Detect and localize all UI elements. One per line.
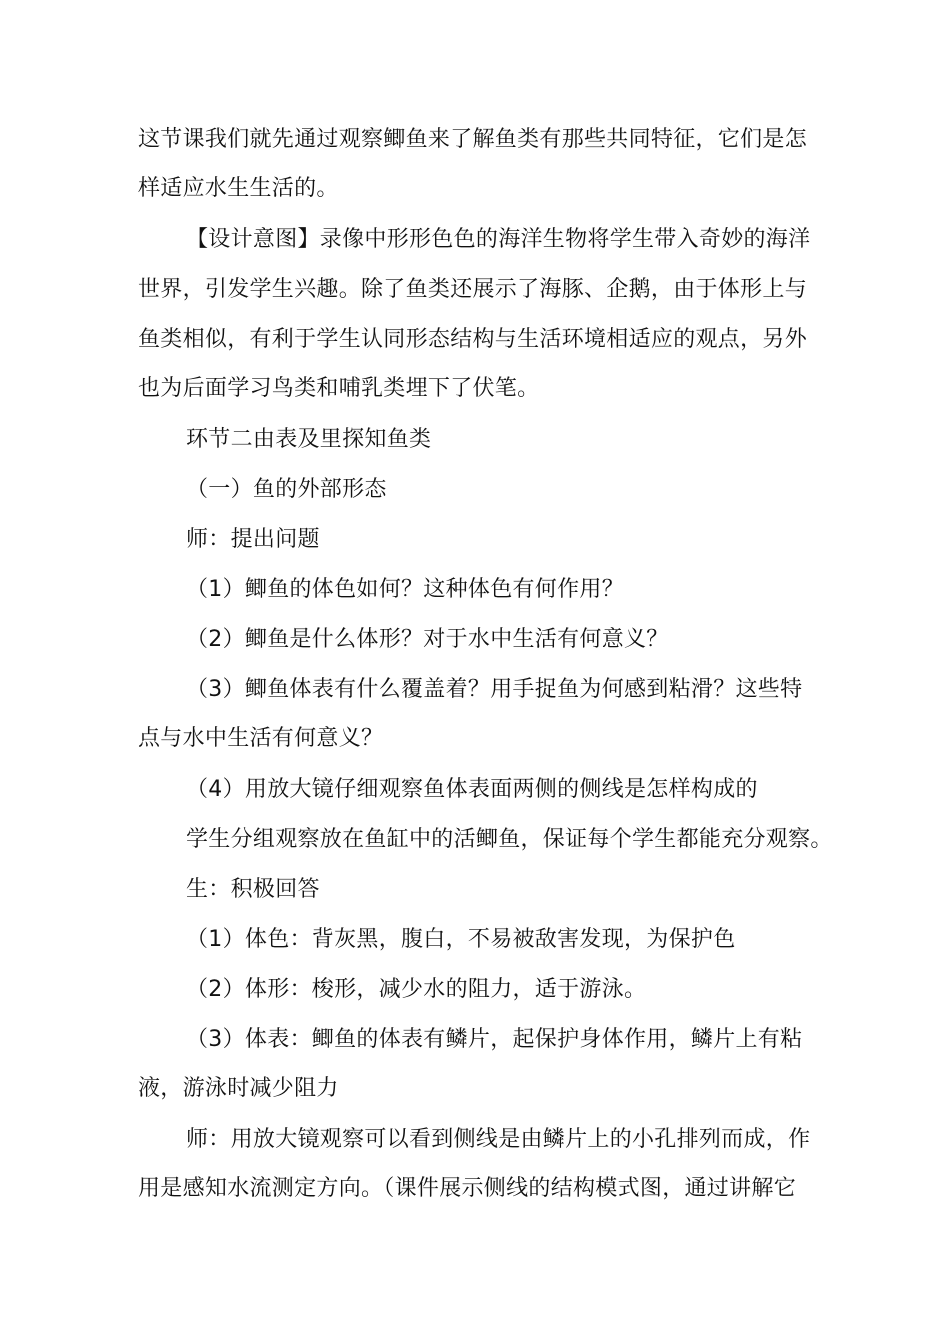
text-line-5: 鱼类相似，有利于学生认同形态结构与生活环境相适应的观点，另外 <box>138 327 808 352</box>
question-4: （4）用放大镜仔细观察鱼体表面两侧的侧线是怎样构成的 <box>186 777 758 802</box>
question-3-continued: 点与水中生活有何意义？ <box>138 726 384 751</box>
student-answer-label: 生：积极回答 <box>186 877 320 902</box>
answer-3: （3）体表：鲫鱼的体表有鳞片，起保护身体作用，鳞片上有粘 <box>186 1027 803 1052</box>
answer-3-continued: 液，游泳时减少阻力 <box>138 1076 339 1101</box>
teacher-explanation: 师：用放大镜观察可以看到侧线是由鳞片上的小孔排列而成，作 <box>186 1127 811 1152</box>
answer-2: （2）体形：梭形，减少水的阻力，适于游泳。 <box>186 977 647 1002</box>
section-heading: 环节二由表及里探知鱼类 <box>186 427 432 452</box>
answer-1: （1）体色：背灰黑，腹白，不易被敌害发现，为保护色 <box>186 927 736 952</box>
text-line-6: 也为后面学习鸟类和哺乳类埋下了伏笔。 <box>138 376 540 401</box>
question-3: （3）鲫鱼体表有什么覆盖着？用手捉鱼为何感到粘滑？这些特 <box>186 677 803 702</box>
text-line-4: 世界，引发学生兴趣。除了鱼类还展示了海豚、企鹅，由于体形上与 <box>138 277 808 302</box>
teacher-explanation-continued: 用是感知水流测定方向。（课件展示侧线的结构模式图，通过讲解它 <box>138 1176 797 1201</box>
question-1: （1）鲫鱼的体色如何？这种体色有何作用？ <box>186 577 624 602</box>
teacher-question-label: 师：提出问题 <box>186 527 320 552</box>
subsection-heading: （一）鱼的外部形态 <box>186 477 387 502</box>
text-line-1: 这节课我们就先通过观察鲫鱼来了解鱼类有那些共同特征，它们是怎 <box>138 127 808 152</box>
text-line-2: 样适应水生生活的。 <box>138 176 339 201</box>
design-intent-line-1: 【设计意图】录像中形形色色的海洋生物将学生带入奇妙的海洋 <box>186 227 811 252</box>
question-2: （2）鲫鱼是什么体形？对于水中生活有何意义？ <box>186 627 669 652</box>
student-observation: 学生分组观察放在鱼缸中的活鲫鱼，保证每个学生都能充分观察。 <box>186 827 833 852</box>
